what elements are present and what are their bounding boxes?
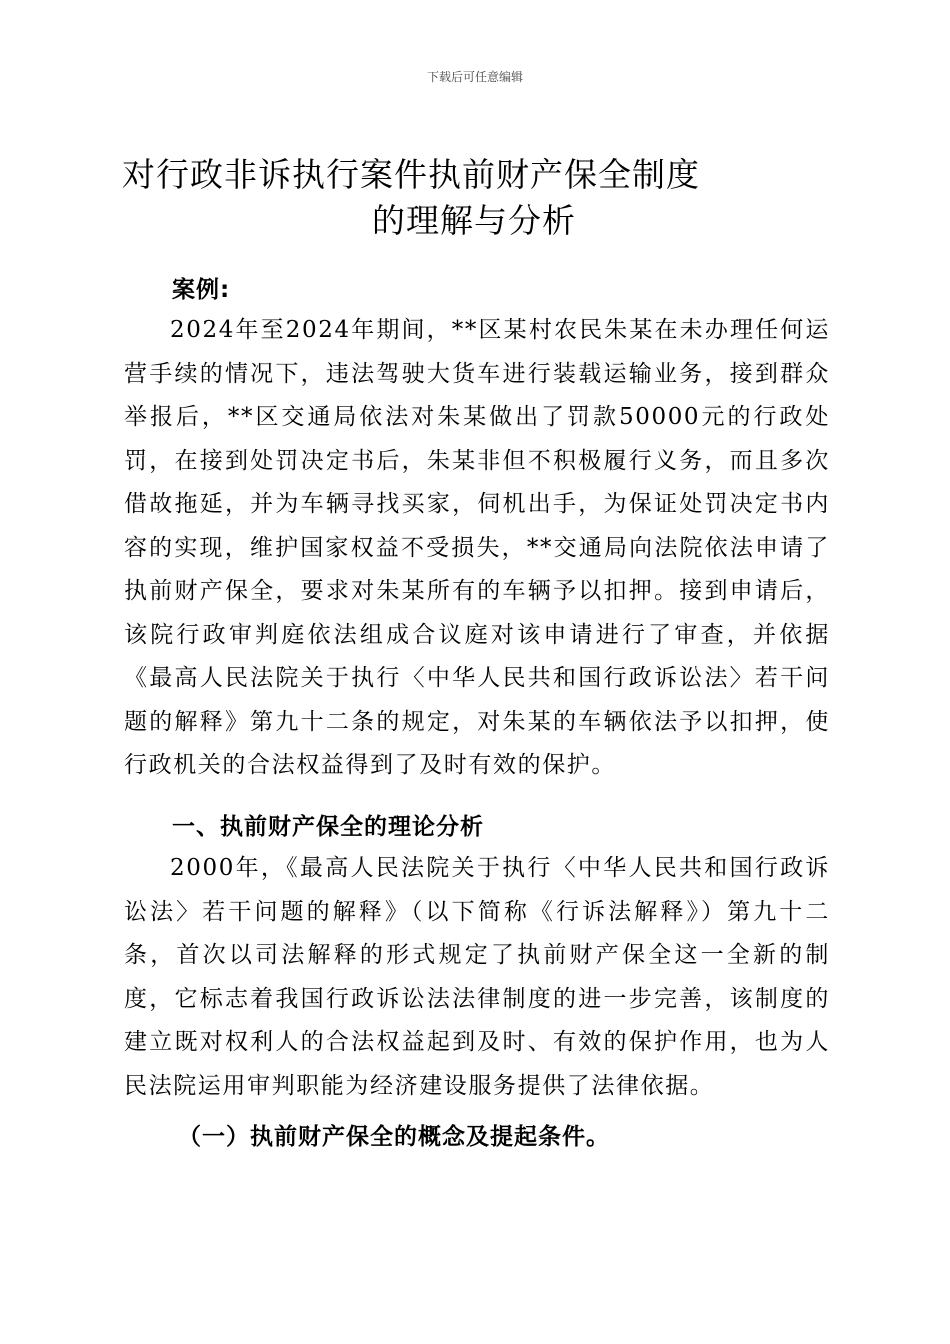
case-label: 案例: xyxy=(172,277,231,303)
analysis-paragraph: 2000年，《最高人民法院关于执行〈中华人民共和国行政诉讼法〉若干问题的解释》（以下简称《行诉法解释》）第九十二条，首次以司法解释的形式规定了执前财产保全这一全新的制度，它标志着我国行政诉讼法法律制度的进一步完善，该制度的建立既对权利人的合法权益起到及时、有效的保护作用，也为人民法院运用审判职能为经济建设服务提供了法律依据。 xyxy=(124,855,830,1099)
section-heading-1: 一、执前财产保全的理论分析 xyxy=(172,814,484,840)
title-line-1: 对行政非诉执行案件执前财产保全制度 xyxy=(122,155,700,194)
title-line-2: 的理解与分析 xyxy=(372,201,576,240)
header-note: 下载后可任意编辑 xyxy=(426,70,523,84)
case-paragraph: 2024年至2024年期间，**区某村农民朱某在未办理任何运营手续的情况下，违法驾驶大货车进行装载运输业务，接到群众举报后，**区交通局依法对朱某做出了罚款50000元的行政处罚，在接到处罚决定书后，朱某非但不积极履行义务，而且多次借故拖延，并为车辆寻找买家，伺机出手，为保证处罚决定书内容的实现，维护国家权益不受损失，**交通局向法院依法申请了执前财产保全，要求对朱某所有的车辆予以扣押。接到申请后，该院行政审判庭依法组成合议庭对该申请进行了审查，并依据《最高人民法院关于执行〈中华人民共和国行政诉讼法〉若干问题的解释》第九十二条的规定，对朱某的车辆依法予以扣押，使行政机关的合法权益得到了及时有效的保护。 xyxy=(124,317,830,778)
document-title xyxy=(122,152,842,244)
subsection-heading-1: （一）执前财产保全的概念及提起条件。 xyxy=(178,1124,610,1150)
